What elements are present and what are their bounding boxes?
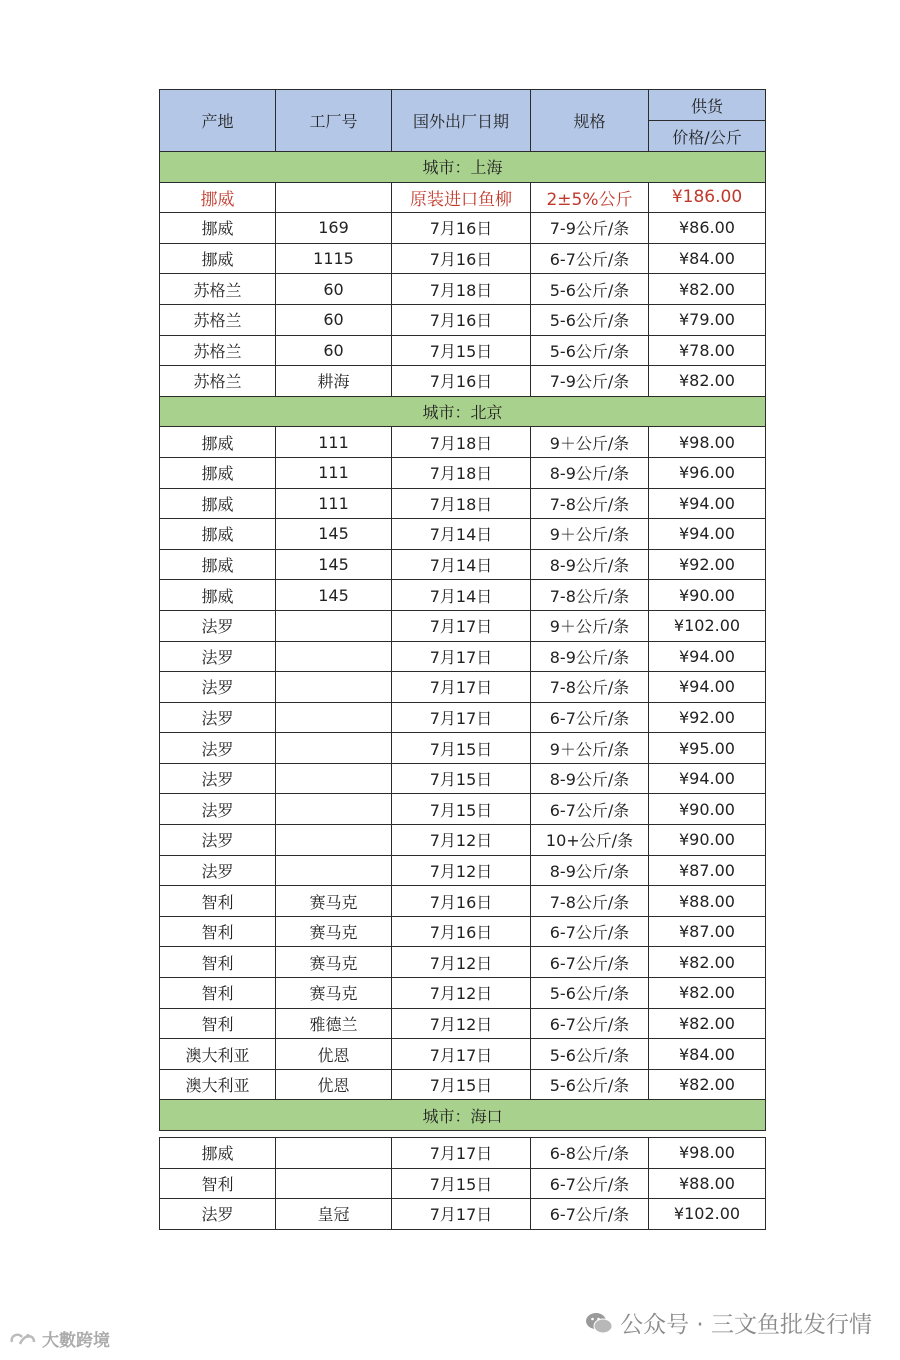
cell-price: ¥92.00 xyxy=(649,702,766,733)
cell-origin: 法罗 xyxy=(160,733,276,764)
cell-date: 7月16日 xyxy=(392,886,531,917)
table-row xyxy=(160,641,766,672)
cell-spec: 6-7公斤/条 xyxy=(531,947,649,978)
cell-price: ¥87.00 xyxy=(649,916,766,947)
table-row xyxy=(160,1168,766,1199)
cell-date: 7月12日 xyxy=(392,855,531,886)
cell-factory: 优恩 xyxy=(276,1069,392,1100)
table-row xyxy=(160,519,766,550)
cell-spec: 8-9公斤/条 xyxy=(531,855,649,886)
cell-origin: 苏格兰 xyxy=(160,366,276,397)
cell-price: ¥94.00 xyxy=(649,763,766,794)
cell-origin: 智利 xyxy=(160,916,276,947)
cell-price: ¥88.00 xyxy=(649,1168,766,1199)
cell-date: 7月17日 xyxy=(392,702,531,733)
cell-price: ¥86.00 xyxy=(649,213,766,244)
cell-date: 7月17日 xyxy=(392,610,531,641)
cell-date: 7月17日 xyxy=(392,1138,531,1169)
cell-date: 7月16日 xyxy=(392,213,531,244)
table-row xyxy=(160,243,766,274)
cell-factory xyxy=(276,1138,392,1169)
cell-origin: 挪威 xyxy=(160,1138,276,1169)
cell-spec: 8-9公斤/条 xyxy=(531,457,649,488)
cell-price: ¥98.00 xyxy=(649,1138,766,1169)
table-row xyxy=(160,672,766,703)
section-row xyxy=(160,396,766,427)
cell-spec: 5-6公斤/条 xyxy=(531,274,649,305)
cell-origin: 挪威 xyxy=(160,427,276,458)
cell-factory: 145 xyxy=(276,580,392,611)
cell-spec: 5-6公斤/条 xyxy=(531,1069,649,1100)
cell-origin: 苏格兰 xyxy=(160,335,276,366)
cell-date: 7月17日 xyxy=(392,1039,531,1070)
cell-spec: 9＋公斤/条 xyxy=(531,519,649,550)
table-header xyxy=(160,90,766,152)
cell-date: 7月17日 xyxy=(392,1199,531,1230)
cell-factory: 优恩 xyxy=(276,1039,392,1070)
cell-factory: 赛马克 xyxy=(276,978,392,1009)
cell-spec: 7-8公斤/条 xyxy=(531,886,649,917)
cell-date: 7月15日 xyxy=(392,1168,531,1199)
cell-factory xyxy=(276,702,392,733)
table-row xyxy=(160,1199,766,1230)
table-row xyxy=(160,763,766,794)
cell-spec: 6-7公斤/条 xyxy=(531,794,649,825)
cell-price: ¥94.00 xyxy=(649,672,766,703)
watermark-right xyxy=(584,1306,872,1339)
cell-spec: 5-6公斤/条 xyxy=(531,1039,649,1070)
cell-spec: 6-7公斤/条 xyxy=(531,702,649,733)
table-row xyxy=(160,1039,766,1070)
cell-origin: 智利 xyxy=(160,1008,276,1039)
cell-origin: 法罗 xyxy=(160,702,276,733)
header-supply: 供货 xyxy=(649,90,766,121)
cell-origin: 法罗 xyxy=(160,794,276,825)
cell-factory: 145 xyxy=(276,549,392,580)
cell-origin: 智利 xyxy=(160,886,276,917)
cell-origin: 挪威 xyxy=(160,213,276,244)
cell-spec: 2±5%公斤 xyxy=(531,182,649,213)
price-table xyxy=(159,89,766,1230)
table-row xyxy=(160,855,766,886)
cell-price: ¥98.00 xyxy=(649,427,766,458)
cell-factory: 赛马克 xyxy=(276,916,392,947)
cell-price: ¥82.00 xyxy=(649,366,766,397)
cell-date: 7月18日 xyxy=(392,274,531,305)
cell-spec: 8-9公斤/条 xyxy=(531,549,649,580)
cell-date: 7月16日 xyxy=(392,916,531,947)
cell-price: ¥90.00 xyxy=(649,794,766,825)
cell-price: ¥84.00 xyxy=(649,243,766,274)
cell-origin: 法罗 xyxy=(160,672,276,703)
cell-spec: 10+公斤/条 xyxy=(531,825,649,856)
header-origin: 产地 xyxy=(160,90,276,152)
cell-date: 7月12日 xyxy=(392,825,531,856)
section-title: 城市：北京 xyxy=(160,396,766,427)
cell-factory xyxy=(276,763,392,794)
cell-price: ¥78.00 xyxy=(649,335,766,366)
cell-date: 7月14日 xyxy=(392,580,531,611)
table-row xyxy=(160,274,766,305)
header-factory: 工厂号 xyxy=(276,90,392,152)
cell-factory xyxy=(276,672,392,703)
table-body xyxy=(160,152,766,1230)
section-title: 城市：上海 xyxy=(160,152,766,183)
table-row xyxy=(160,182,766,213)
cell-spec: 9＋公斤/条 xyxy=(531,427,649,458)
cell-origin: 智利 xyxy=(160,978,276,1009)
table-row xyxy=(160,733,766,764)
cell-factory: 耕海 xyxy=(276,366,392,397)
cell-factory xyxy=(276,733,392,764)
watermark-left-text: 大數跨境 xyxy=(42,1331,110,1351)
table-row xyxy=(160,427,766,458)
cell-price: ¥102.00 xyxy=(649,610,766,641)
cell-date: 7月14日 xyxy=(392,519,531,550)
cell-spec: 6-7公斤/条 xyxy=(531,916,649,947)
table-row xyxy=(160,549,766,580)
table-row xyxy=(160,304,766,335)
cell-date: 原装进口鱼柳 xyxy=(392,182,531,213)
cell-factory: 111 xyxy=(276,457,392,488)
cell-spec: 7-9公斤/条 xyxy=(531,366,649,397)
cell-factory: 169 xyxy=(276,213,392,244)
section-gap xyxy=(160,1131,766,1138)
cell-origin: 法罗 xyxy=(160,610,276,641)
watermark-left xyxy=(8,1326,110,1351)
cell-factory xyxy=(276,610,392,641)
cell-price: ¥87.00 xyxy=(649,855,766,886)
cell-factory xyxy=(276,825,392,856)
cell-date: 7月14日 xyxy=(392,549,531,580)
cell-date: 7月18日 xyxy=(392,488,531,519)
table-row xyxy=(160,1008,766,1039)
cell-date: 7月17日 xyxy=(392,641,531,672)
cell-factory: 111 xyxy=(276,488,392,519)
cell-spec: 5-6公斤/条 xyxy=(531,978,649,1009)
cell-factory xyxy=(276,1168,392,1199)
table-row xyxy=(160,794,766,825)
wechat-icon xyxy=(584,1310,614,1336)
cell-price: ¥79.00 xyxy=(649,304,766,335)
section-title: 城市：海口 xyxy=(160,1100,766,1131)
cell-origin: 法罗 xyxy=(160,855,276,886)
cell-price: ¥92.00 xyxy=(649,549,766,580)
cell-spec: 9＋公斤/条 xyxy=(531,610,649,641)
cell-origin: 智利 xyxy=(160,1168,276,1199)
table-row xyxy=(160,978,766,1009)
cell-origin: 智利 xyxy=(160,947,276,978)
header-spec: 规格 xyxy=(531,90,649,152)
cell-spec: 6-8公斤/条 xyxy=(531,1138,649,1169)
cell-spec: 7-9公斤/条 xyxy=(531,213,649,244)
cell-price: ¥95.00 xyxy=(649,733,766,764)
cell-price: ¥94.00 xyxy=(649,488,766,519)
cell-factory: 赛马克 xyxy=(276,947,392,978)
table-row xyxy=(160,610,766,641)
cell-price: ¥90.00 xyxy=(649,825,766,856)
cell-origin: 挪威 xyxy=(160,243,276,274)
cell-price: ¥82.00 xyxy=(649,947,766,978)
cell-date: 7月15日 xyxy=(392,335,531,366)
cell-factory xyxy=(276,855,392,886)
cell-spec: 6-7公斤/条 xyxy=(531,1008,649,1039)
cell-factory: 111 xyxy=(276,427,392,458)
section-row xyxy=(160,1100,766,1131)
cell-date: 7月16日 xyxy=(392,304,531,335)
cell-date: 7月16日 xyxy=(392,243,531,274)
cell-factory: 皇冠 xyxy=(276,1199,392,1230)
cell-date: 7月15日 xyxy=(392,763,531,794)
cell-spec: 5-6公斤/条 xyxy=(531,335,649,366)
cell-price: ¥102.00 xyxy=(649,1199,766,1230)
cell-factory: 雅德兰 xyxy=(276,1008,392,1039)
cell-origin: 法罗 xyxy=(160,1199,276,1230)
table-row xyxy=(160,1069,766,1100)
cell-price: ¥94.00 xyxy=(649,641,766,672)
table-row xyxy=(160,702,766,733)
section-row xyxy=(160,152,766,183)
cell-spec: 9＋公斤/条 xyxy=(531,733,649,764)
cell-factory xyxy=(276,182,392,213)
cell-spec: 6-7公斤/条 xyxy=(531,1168,649,1199)
header-date: 国外出厂日期 xyxy=(392,90,531,152)
cell-price: ¥88.00 xyxy=(649,886,766,917)
cell-price: ¥90.00 xyxy=(649,580,766,611)
cell-origin: 法罗 xyxy=(160,641,276,672)
cell-factory: 60 xyxy=(276,274,392,305)
cell-spec: 6-7公斤/条 xyxy=(531,1199,649,1230)
cell-factory: 60 xyxy=(276,335,392,366)
table-row xyxy=(160,488,766,519)
cell-origin: 法罗 xyxy=(160,825,276,856)
cell-date: 7月12日 xyxy=(392,978,531,1009)
watermark-right-text: 公众号 · 三文鱼批发行情 xyxy=(620,1312,872,1338)
cell-factory: 60 xyxy=(276,304,392,335)
cell-origin: 挪威 xyxy=(160,580,276,611)
table-row xyxy=(160,213,766,244)
table-row xyxy=(160,916,766,947)
gap-cell xyxy=(160,1131,766,1138)
cell-date: 7月15日 xyxy=(392,733,531,764)
cell-origin: 澳大利亚 xyxy=(160,1039,276,1070)
cell-origin: 挪威 xyxy=(160,519,276,550)
cell-origin: 挪威 xyxy=(160,182,276,213)
cell-price: ¥186.00 xyxy=(649,182,766,213)
table-row xyxy=(160,457,766,488)
table-row xyxy=(160,366,766,397)
table-row xyxy=(160,947,766,978)
cell-factory: 赛马克 xyxy=(276,886,392,917)
cell-date: 7月15日 xyxy=(392,1069,531,1100)
cell-origin: 法罗 xyxy=(160,763,276,794)
logo-icon xyxy=(8,1328,38,1350)
cell-origin: 挪威 xyxy=(160,488,276,519)
cell-date: 7月15日 xyxy=(392,794,531,825)
cell-spec: 7-8公斤/条 xyxy=(531,488,649,519)
cell-spec: 7-8公斤/条 xyxy=(531,672,649,703)
cell-price: ¥82.00 xyxy=(649,978,766,1009)
cell-factory: 1115 xyxy=(276,243,392,274)
cell-date: 7月18日 xyxy=(392,457,531,488)
cell-spec: 5-6公斤/条 xyxy=(531,304,649,335)
cell-date: 7月17日 xyxy=(392,672,531,703)
cell-price: ¥82.00 xyxy=(649,1069,766,1100)
table-row xyxy=(160,580,766,611)
table-row xyxy=(160,886,766,917)
cell-origin: 挪威 xyxy=(160,549,276,580)
cell-price: ¥82.00 xyxy=(649,274,766,305)
cell-origin: 苏格兰 xyxy=(160,274,276,305)
cell-date: 7月18日 xyxy=(392,427,531,458)
cell-origin: 澳大利亚 xyxy=(160,1069,276,1100)
cell-factory xyxy=(276,641,392,672)
cell-date: 7月16日 xyxy=(392,366,531,397)
header-price: 价格/公斤 xyxy=(649,121,766,152)
cell-date: 7月12日 xyxy=(392,1008,531,1039)
cell-date: 7月12日 xyxy=(392,947,531,978)
cell-origin: 苏格兰 xyxy=(160,304,276,335)
table-row xyxy=(160,825,766,856)
cell-spec: 7-8公斤/条 xyxy=(531,580,649,611)
table-row xyxy=(160,1138,766,1169)
cell-price: ¥94.00 xyxy=(649,519,766,550)
table-row xyxy=(160,335,766,366)
cell-spec: 8-9公斤/条 xyxy=(531,763,649,794)
cell-price: ¥82.00 xyxy=(649,1008,766,1039)
cell-factory xyxy=(276,794,392,825)
cell-spec: 8-9公斤/条 xyxy=(531,641,649,672)
cell-origin: 挪威 xyxy=(160,457,276,488)
cell-price: ¥96.00 xyxy=(649,457,766,488)
cell-spec: 6-7公斤/条 xyxy=(531,243,649,274)
cell-factory: 145 xyxy=(276,519,392,550)
cell-price: ¥84.00 xyxy=(649,1039,766,1070)
